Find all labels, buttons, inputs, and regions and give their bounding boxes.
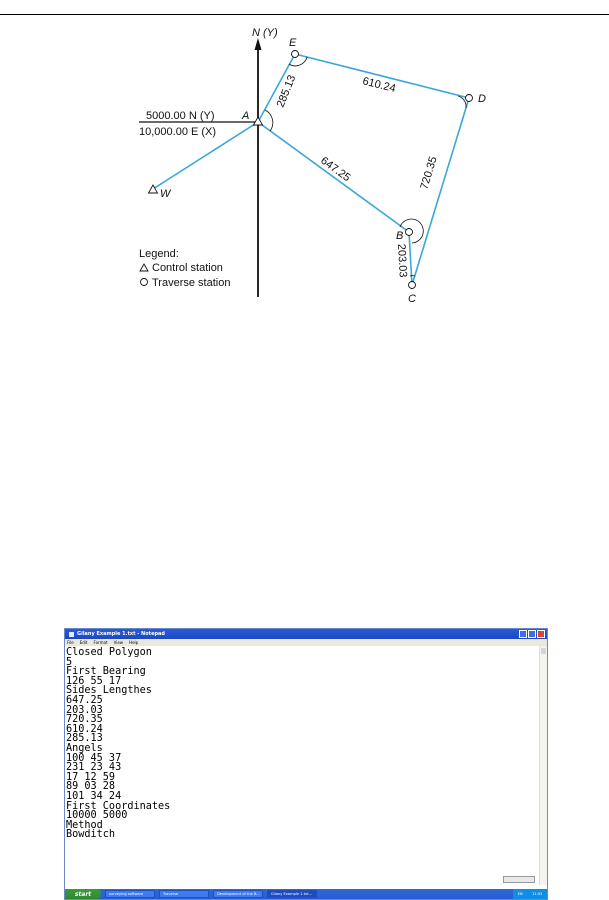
station-C — [409, 282, 416, 289]
menu-view[interactable]: View — [113, 640, 124, 645]
taskbar-item-traverse[interactable]: Traverse — [159, 890, 209, 898]
notepad-menu-bar — [65, 639, 547, 646]
text-line: 610.24 — [66, 723, 103, 735]
taskbar-item-surveying[interactable]: surveying software — [105, 890, 155, 898]
coordinate-east: 10,000.00 E (X) — [139, 126, 217, 138]
text-line: Method — [66, 819, 103, 831]
traverse-figure — [0, 0, 609, 340]
station-D — [466, 95, 473, 102]
label-E: E — [289, 37, 297, 49]
length-DC: 720.35 — [418, 155, 440, 191]
label-C: C — [408, 293, 416, 305]
line-DC — [412, 98, 469, 285]
north-axis-label: N (Y) — [252, 27, 278, 39]
coordinate-north: 5000.00 N (Y) — [146, 110, 215, 122]
text-line: 17 12 59 — [66, 771, 116, 783]
menu-format[interactable]: Format — [93, 640, 108, 645]
legend — [139, 248, 230, 289]
menu-file[interactable]: File — [67, 640, 74, 645]
menu-edit[interactable]: Edit — [79, 640, 88, 645]
taskbar-item-notepad[interactable]: Gilany Example 1.txt... — [267, 890, 317, 898]
traverse-lines — [153, 54, 469, 285]
taskbar-item-development[interactable]: Development of the B... — [213, 890, 263, 898]
legend-control-label: Control station — [152, 262, 223, 274]
length-BC: 203.03 — [395, 243, 409, 278]
text-line: Closed Polygon — [66, 647, 152, 658]
taskbar — [65, 889, 547, 899]
menu-help[interactable]: Help — [129, 640, 139, 645]
control-station-A — [254, 117, 263, 125]
text-line: Angels — [66, 742, 103, 754]
text-line: Sides Lengthes — [66, 685, 152, 697]
line-BA — [258, 122, 409, 232]
label-B: B — [396, 230, 404, 242]
length-ED: 610.24 — [361, 75, 397, 96]
notepad-title-bar[interactable] — [65, 629, 547, 639]
station-E — [292, 51, 299, 58]
language-indicator[interactable]: EN — [517, 892, 523, 896]
text-line: 647.25 — [66, 694, 103, 706]
text-line: 231 23 43 — [66, 762, 122, 774]
vertical-scrollbar[interactable] — [539, 646, 547, 885]
legend-title: Legend: — [139, 248, 179, 260]
window-controls — [519, 630, 545, 638]
text-line: 126 55 17 — [66, 675, 122, 687]
text-line: 5 — [66, 656, 73, 668]
tray-popup — [503, 876, 535, 883]
text-line: 101 34 24 — [66, 790, 122, 802]
label-D: D — [478, 93, 486, 105]
notepad-icon — [69, 632, 74, 637]
text-line: 720.35 — [66, 714, 103, 726]
text-line: First Coordinates — [66, 800, 171, 812]
text-line: 10000 5000 — [66, 810, 128, 822]
station-B — [406, 229, 413, 236]
text-line: Bowditch — [66, 829, 116, 841]
maximize-button[interactable] — [528, 630, 536, 638]
notepad-text-area[interactable] — [65, 646, 539, 885]
notepad-title: Gilany Example 1.txt - Notepad — [77, 631, 165, 637]
text-line: 285.13 — [66, 733, 103, 745]
legend-traverse-icon — [141, 279, 148, 286]
text-line: 203.03 — [66, 704, 103, 716]
legend-control-icon — [140, 264, 148, 271]
text-line: First Bearing — [66, 666, 146, 678]
text-line: 89 03 28 — [66, 781, 116, 793]
length-EA: 285.13 — [274, 73, 299, 110]
label-A: A — [242, 110, 250, 122]
notepad-window — [64, 628, 548, 900]
clock: 11:03 — [531, 892, 543, 896]
label-W: W — [160, 188, 171, 200]
north-arrow-head — [255, 38, 262, 50]
close-button[interactable] — [537, 630, 545, 638]
minimize-button[interactable] — [519, 630, 527, 638]
start-button[interactable]: start — [65, 889, 101, 899]
angle-arc-D — [458, 96, 466, 108]
length-AB: 647.25 — [318, 154, 353, 185]
text-line: 100 45 37 — [66, 752, 122, 764]
legend-traverse-label: Traverse station — [152, 277, 231, 289]
scrollbar-thumb[interactable] — [541, 648, 546, 654]
system-tray — [513, 889, 547, 899]
